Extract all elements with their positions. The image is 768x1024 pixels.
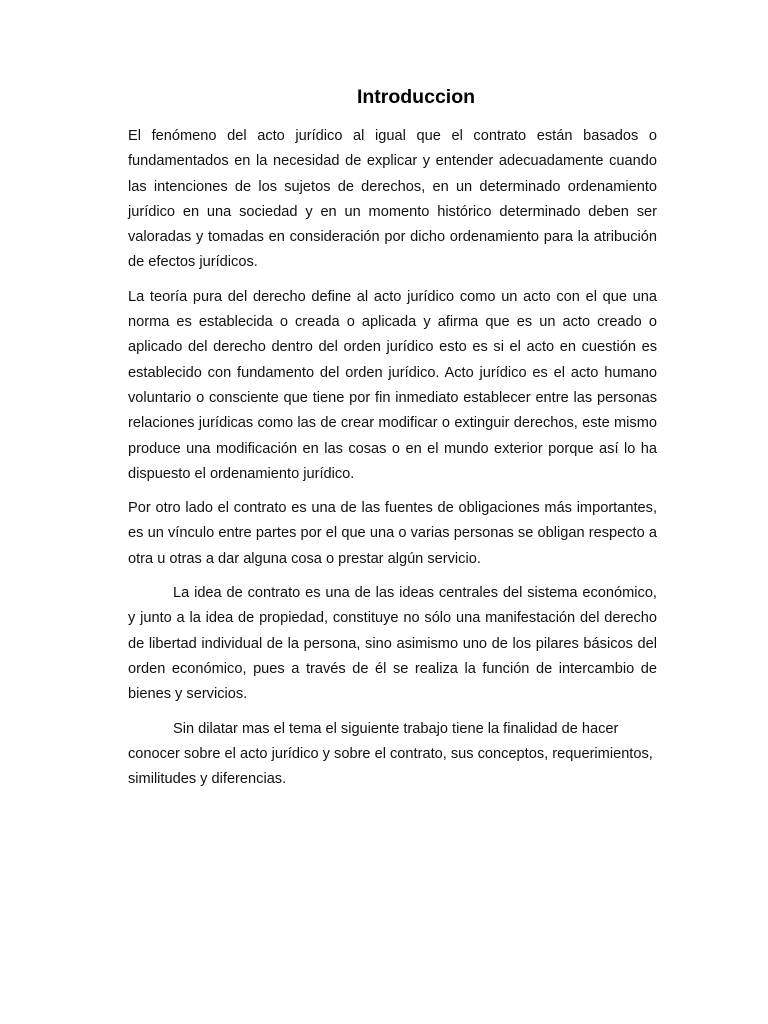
paragraph-2: La teoría pura del derecho define al acto jurídico como un acto con el que una norma es establecida o creada o aplicada y afirma que es un acto creado o aplicado del derecho dentro del orden jurídico esto es si el acto en cuestión es establecido con fundamento del orden jurídico. Acto jurídico es el acto humano voluntario o consciente que tiene por fin inmediato establecer entre las personas relaciones jurídicas como las de crear modificar o extinguir derechos, este mismo produce una modificación en las cosas o en el mundo exterior porque así lo ha dispuesto el ordenamiento jurídico. bbox=[128, 288, 657, 482]
paragraph-1: El fenómeno del acto jurídico al igual que el contrato están basados o fundamentados en la necesidad de explicar y entender adecuadamente cuando las intenciones de los sujetos de derechos, en un determinado ordenamiento jurídico en una sociedad y en un momento histórico determinado deben ser valoradas y tomadas en consideración por dicho ordenamiento para la atribución de efectos jurídicos. bbox=[128, 128, 657, 271]
page-title: Introduccion bbox=[356, 86, 476, 108]
paragraph-3: Por otro lado el contrato es una de las fuentes de obligaciones más importantes, es un vínculo entre partes por el que una o varias personas se obligan respecto a otra u otras a dar alguna cosa o prestar algún servicio. bbox=[128, 500, 657, 567]
paragraph-5: Sin dilatar mas el tema el siguiente trabajo tiene la finalidad de hacer conocer sobre el acto jurídico y sobre el contrato, sus conceptos, requerimientos, similitudes y diferencias. bbox=[128, 720, 653, 788]
document-body bbox=[128, 124, 657, 801]
paragraph-4: La idea de contrato es una de las ideas centrales del sistema económico, y junto a la idea de propiedad, constituye no sólo una manifestación del derecho de libertad individual de la persona, sino asimismo uno de los pilares básicos del orden económico, pues a través de él se realiza la función de intercambio de bienes y servicios. bbox=[128, 585, 657, 703]
